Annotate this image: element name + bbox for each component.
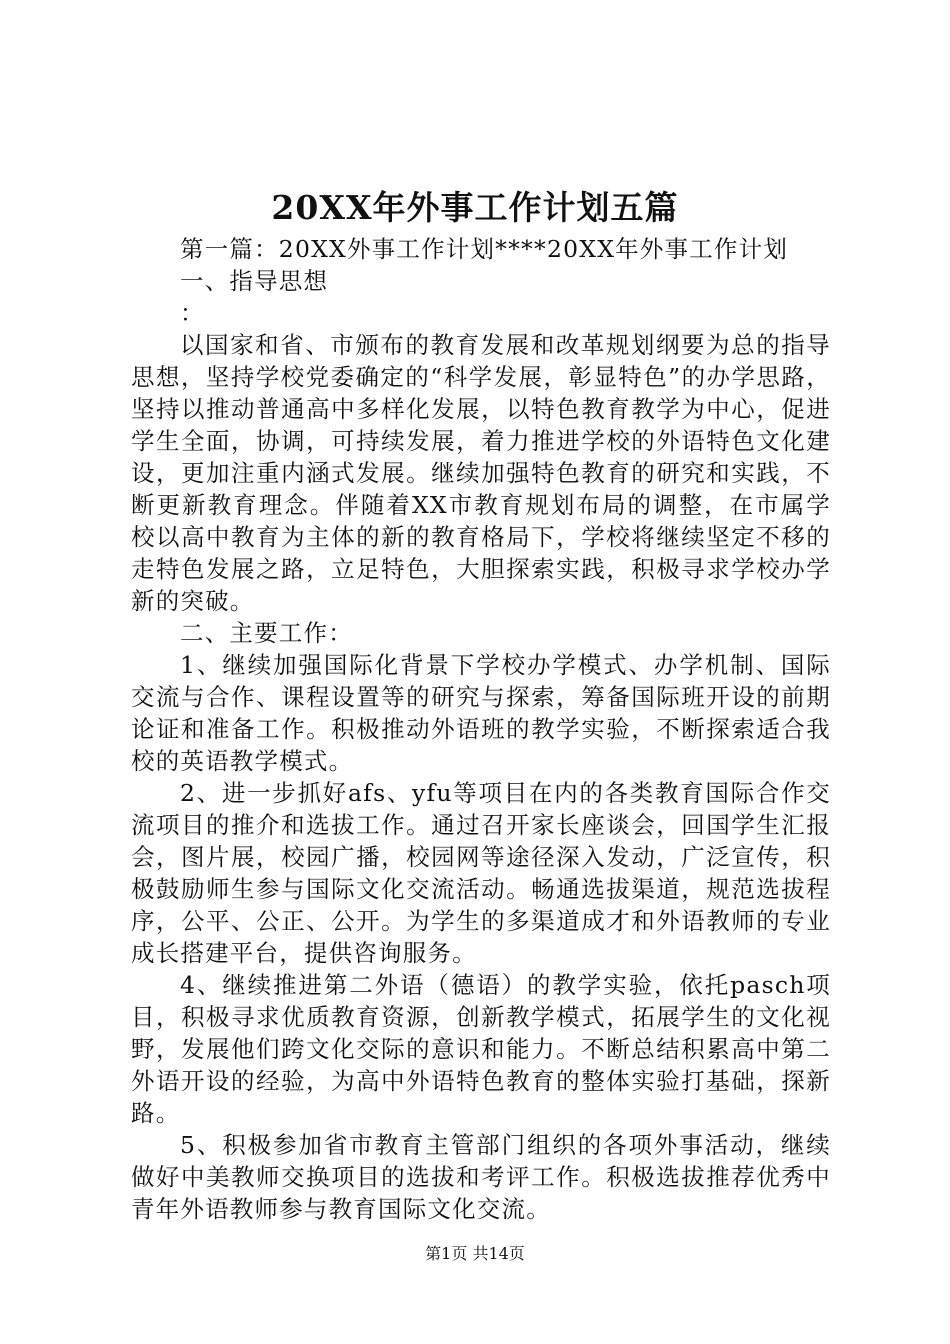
heading-main-work: 二、主要工作：: [180, 619, 353, 647]
heading-guiding-ideology: 一、指导思想: [180, 267, 329, 295]
paragraph-item-4: 4、继续推进第二外语（德语）的教学实验，依托pasch项目，积极寻求优质教育资源，创新教学模式，拓展学生的文化视野，发展他们跨文化交际的意识和能力。不断总结积累高中第二外语开设的经验，为高中外语特色教育的整体实验打基础，探新路。: [131, 971, 831, 1127]
paragraph-item-1: 1、继续加强国际化背景下学校办学模式、办学机制、国际交流与合作、课程设置等的研究与探索，筹备国际班开设的前期论证和准备工作。积极推动外语班的教学实验，不断探索适合我校的英语教学模式。: [131, 651, 831, 775]
section-heading-part1: 第一篇：20XX外事工作计划****20XX年外事工作计划: [180, 235, 789, 263]
document-body: [131, 233, 831, 1225]
paragraph-item-5: 5、积极参加省市教育主管部门组织的各项外事活动，继续做好中美教师交换项目的选拔和考评工作。积极选拔推荐优秀中青年外语教师参与教育国际文化交流。: [131, 1131, 831, 1223]
paragraph-item-2: 2、进一步抓好afs、yfu等项目在内的各类教育国际合作交流项目的推介和选拔工作。通过召开家长座谈会，回国学生汇报会，图片展，校园广播，校园网等途径深入发动，广泛宣传，积极鼓励师生参与国际文化交流活动。畅通选拔渠道，规范选拔程序，公平、公正、公开。为学生的多渠道成才和外语教师的专业成长搭建平台，提供咨询服务。: [131, 779, 831, 967]
colon-line: ：: [180, 299, 205, 327]
page-number-footer: 第1页 共14页: [425, 1244, 525, 1263]
document-title: 20XX年外事工作计划五篇: [271, 188, 679, 227]
paragraph-guiding-ideology: 以国家和省、市颁布的教育发展和改革规划纲要为总的指导思想，坚持学校党委确定的“科学发展，彰显特色”的办学思路，坚持以推动普通高中多样化发展，以特色教育教学为中心，促进学生全面，协调，可持续发展，着力推进学校的外语特色文化建设，更加注重内涵式发展。继续加强特色教育的研究和实践，不断更新教育理念。伴随着XX市教育规划布局的调整，在市属学校以高中教育为主体的新的教育格局下，学校将继续坚定不移的走特色发展之路，立足特色，大胆探索实践，积极寻求学校办学新的突破。: [131, 331, 831, 615]
